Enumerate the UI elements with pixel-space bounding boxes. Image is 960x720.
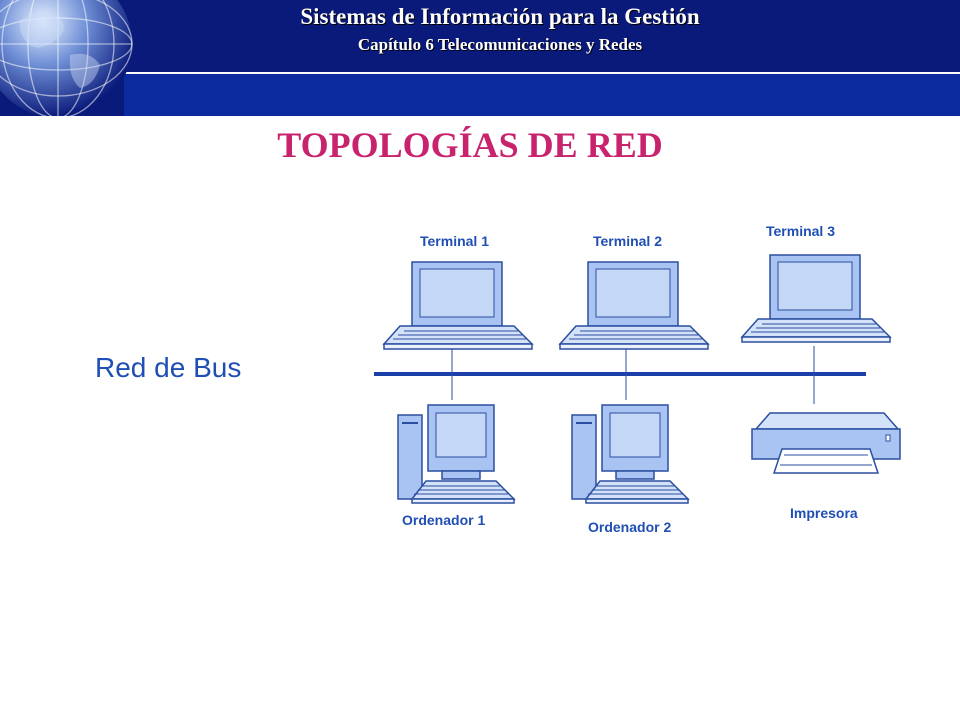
device-label: Impresora (790, 505, 858, 521)
laptop-icon (742, 255, 890, 342)
slide-title: TOPOLOGÍAS DE RED (277, 125, 663, 165)
terminal-label: Terminal 1 (420, 233, 489, 249)
desktop-computer-icon (572, 405, 688, 503)
header-subtitle: Capítulo 6 Telecomunicaciones y Redes (357, 35, 643, 54)
topology-label: Red de Bus (95, 352, 242, 383)
printer-icon (752, 413, 900, 473)
laptop-icon (560, 262, 708, 349)
terminal-label: Terminal 2 (593, 233, 662, 249)
terminal-label: Terminal 3 (766, 223, 835, 239)
device-label: Ordenador 1 (402, 512, 486, 528)
laptop-icon (384, 262, 532, 349)
header-title: Sistemas de Información para la Gestión (300, 4, 700, 29)
device-label: Ordenador 2 (588, 519, 672, 535)
desktop-computer-icon (398, 405, 514, 503)
